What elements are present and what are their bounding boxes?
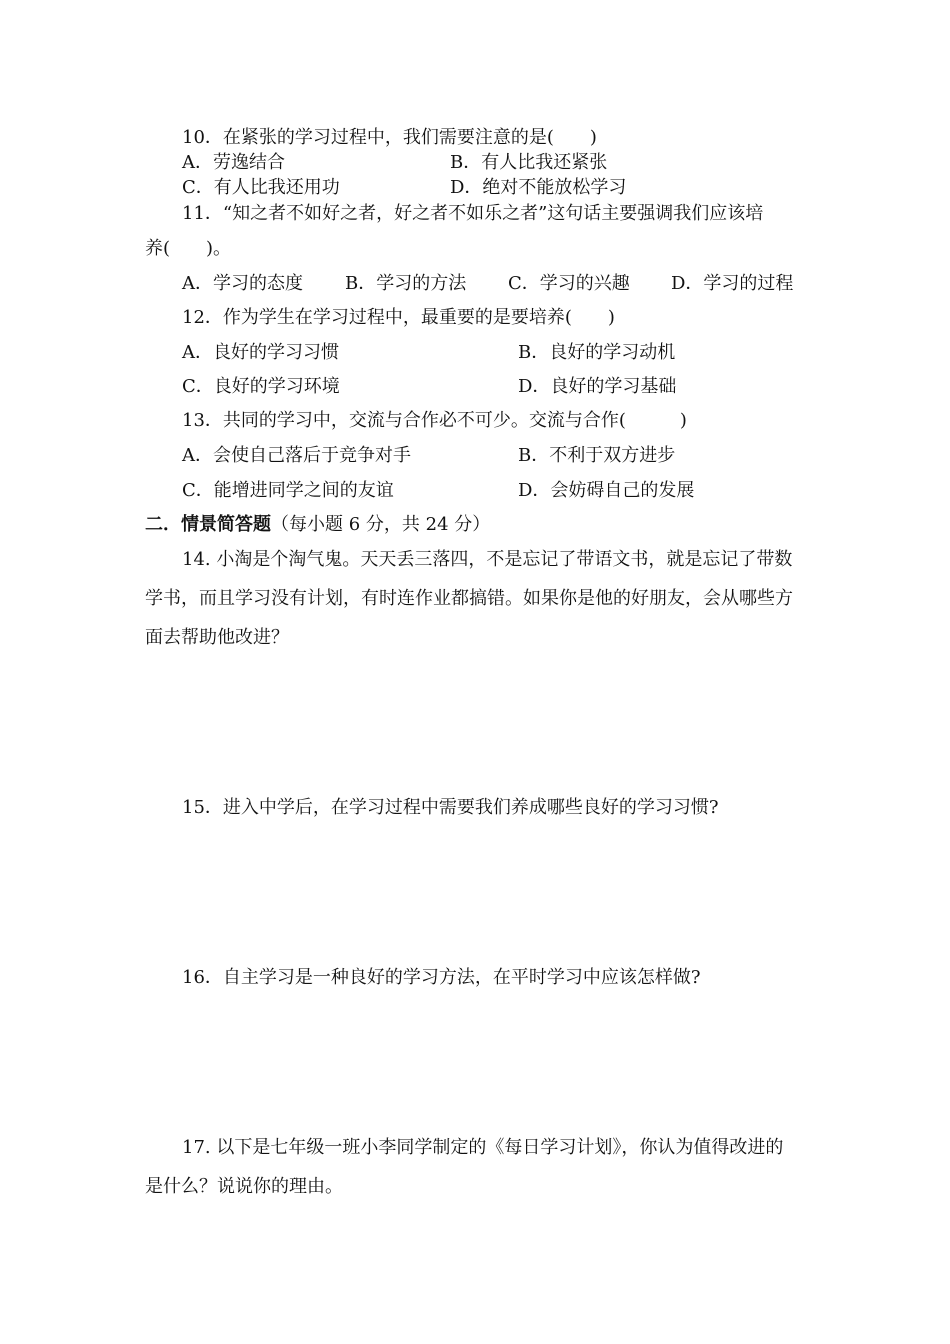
section2-title: 二．情景简答题 (145, 514, 271, 535)
q14-line1: 14. 小淘是个淘气鬼。天天丢三落四，不是忘记了带语文书，就是忘记了带数 (182, 549, 793, 570)
q11-option-d: D．学习的过程 (671, 273, 794, 294)
q11-option-c: C．学习的兴趣 (508, 273, 630, 294)
q12-option-b: B．良好的学习动机 (518, 342, 676, 363)
q16-stem: 16．自主学习是一种良好的学习方法，在平时学习中应该怎样做? (182, 967, 701, 988)
section2-heading (145, 514, 490, 536)
q10-option-d: D．绝对不能放松学习 (450, 177, 627, 198)
q10-stem: 10．在紧张的学习过程中，我们需要注意的是( ) (182, 127, 597, 148)
q13-stem: 13．共同的学习中，交流与合作必不可少。交流与合作( ) (182, 410, 687, 431)
q12-option-d: D．良好的学习基础 (518, 376, 677, 397)
q11-option-a: A．学习的态度 (182, 273, 303, 294)
q13-option-b: B．不利于双方进步 (518, 445, 676, 466)
q14-line2: 学书，而且学习没有计划，有时连作业都搞错。如果你是他的好朋友，会从哪些方 (145, 588, 793, 609)
q12-stem: 12．作为学生在学习过程中，最重要的是要培养( ) (182, 307, 615, 328)
q10-option-c: C．有人比我还用功 (182, 177, 340, 198)
q10-option-b: B．有人比我还紧张 (450, 152, 608, 173)
q10-option-a: A．劳逸结合 (182, 152, 285, 173)
q14-line3: 面去帮助他改进？ (145, 627, 289, 648)
q17-line1: 17. 以下是七年级一班小李同学制定的《每日学习计划》，你认为值得改进的 (182, 1137, 784, 1158)
q13-option-d: D．会妨碍自己的发展 (518, 480, 695, 501)
q17-line2: 是什么？说说你的理由。 (145, 1176, 343, 1197)
q11-stem-line1: 11．“知之者不如好之者，好之者不如乐之者”这句话主要强调我们应该培 (182, 203, 764, 224)
q13-option-c: C．能增进同学之间的友谊 (182, 480, 394, 501)
q11-stem-line2: 养( )。 (145, 238, 232, 259)
q11-option-b: B．学习的方法 (345, 273, 467, 294)
q13-option-a: A．会使自己落后于竞争对手 (182, 445, 411, 466)
q12-option-c: C．良好的学习环境 (182, 376, 340, 397)
section2-note: （每小题 6 分，共 24 分） (271, 514, 491, 535)
q12-option-a: A．良好的学习习惯 (182, 342, 339, 363)
q15-stem: 15．进入中学后，在学习过程中需要我们养成哪些良好的学习习惯? (182, 797, 719, 818)
